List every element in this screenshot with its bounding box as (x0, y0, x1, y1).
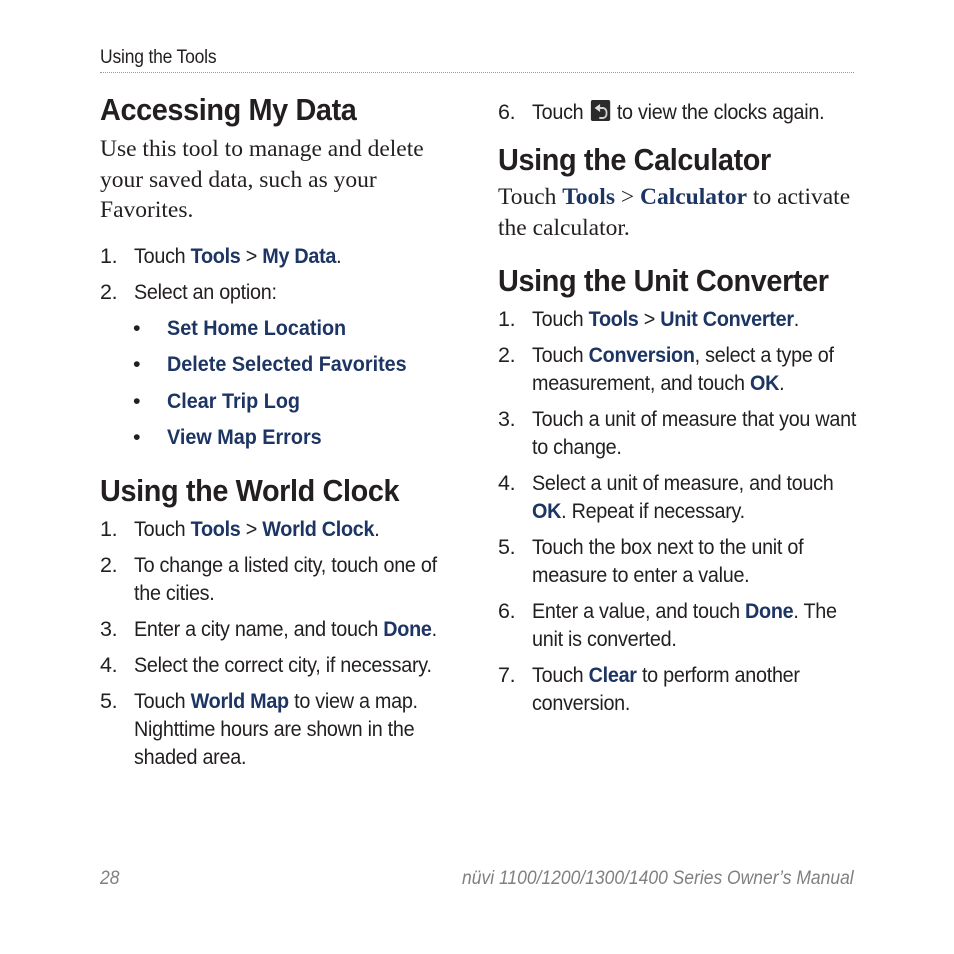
section-calculator (498, 142, 868, 243)
keyword-done: Done (383, 617, 432, 641)
section-title: Accessing My Data (100, 92, 357, 127)
step-item: 1. Touch Tools > Unit Converter. (498, 307, 799, 331)
steps-list (498, 305, 868, 717)
keyword-conversion: Conversion (588, 343, 695, 367)
header-divider (100, 72, 854, 73)
options-list (100, 314, 460, 452)
section-unit-converter (498, 263, 868, 717)
option-item: • Delete Selected Favorites (133, 352, 407, 376)
keyword-world-clock: World Clock (262, 517, 375, 541)
keyword-unit-converter: Unit Converter (660, 307, 794, 331)
step-item: 4. Select the correct city, if necessary. (100, 653, 432, 677)
manual-title: nüvi 1100/1200/1300/1400 Series Owner’s Manual (462, 868, 854, 889)
step-item: 7. Touch Clear to perform another conversion. (498, 663, 800, 715)
section-world-clock (100, 473, 460, 771)
step-item: 2. To change a listed city, touch one of the cities. (100, 553, 437, 605)
step-item: 5. Touch World Map to view a map. Nighttime hours are shown in the shaded area. (100, 689, 418, 769)
step-item: 6. Enter a value, and touch Done. The unit is converted. (498, 599, 837, 651)
steps-list-continued (498, 98, 868, 126)
section-title: Using the Calculator (498, 142, 771, 177)
step-item: 6. Touch to view the clocks again. (498, 100, 825, 124)
steps-list (100, 515, 460, 771)
keyword-calculator: Calculator (640, 184, 748, 210)
step-item: 3. Enter a city name, and touch Done. (100, 617, 437, 641)
keyword-tools: Tools (190, 517, 241, 541)
keyword-clear: Clear (588, 663, 637, 687)
step-item: 2. Touch Conversion, select a type of measurement, and touch OK. (498, 343, 834, 395)
option-item: • Set Home Location (133, 315, 347, 340)
left-column (100, 92, 460, 779)
back-arrow-icon (590, 100, 609, 121)
step-item: 1. Touch Tools > My Data. (100, 243, 342, 268)
keyword-tools: Tools (588, 307, 639, 331)
section-body: Touch Tools > Calculator to activate the calculator. (498, 184, 851, 241)
step-item: 3. Touch a unit of measure that you want to change. (498, 407, 857, 459)
step-item: 2. Select an option: (100, 279, 277, 304)
step-item: 5. Touch the box next to the unit of measure to enter a value. (498, 535, 804, 587)
keyword-world-map: World Map (190, 689, 289, 713)
keyword-ok: OK (749, 371, 780, 395)
section-accessing-my-data (100, 92, 460, 451)
keyword-tools: Tools (562, 184, 615, 210)
section-title: Using the World Clock (100, 473, 400, 508)
keyword-ok: OK (532, 499, 562, 523)
keyword-tools: Tools (190, 243, 241, 268)
step-item: 4. Select a unit of measure, and touch OK. Repeat if necessary. (498, 471, 834, 523)
section-intro: Use this tool to manage and delete your saved data, such as your Favorites. (100, 136, 424, 223)
keyword-my-data: My Data (262, 243, 337, 268)
page-number: 28 (100, 868, 120, 889)
option-item: • View Map Errors (133, 425, 322, 449)
steps-list (100, 242, 460, 306)
right-column (498, 98, 868, 725)
option-item: • Clear Trip Log (133, 388, 300, 413)
keyword-done: Done (745, 599, 794, 623)
step-item: 1. Touch Tools > World Clock. (100, 517, 380, 541)
running-head: Using the Tools (100, 47, 217, 68)
section-title: Using the Unit Converter (498, 263, 829, 298)
